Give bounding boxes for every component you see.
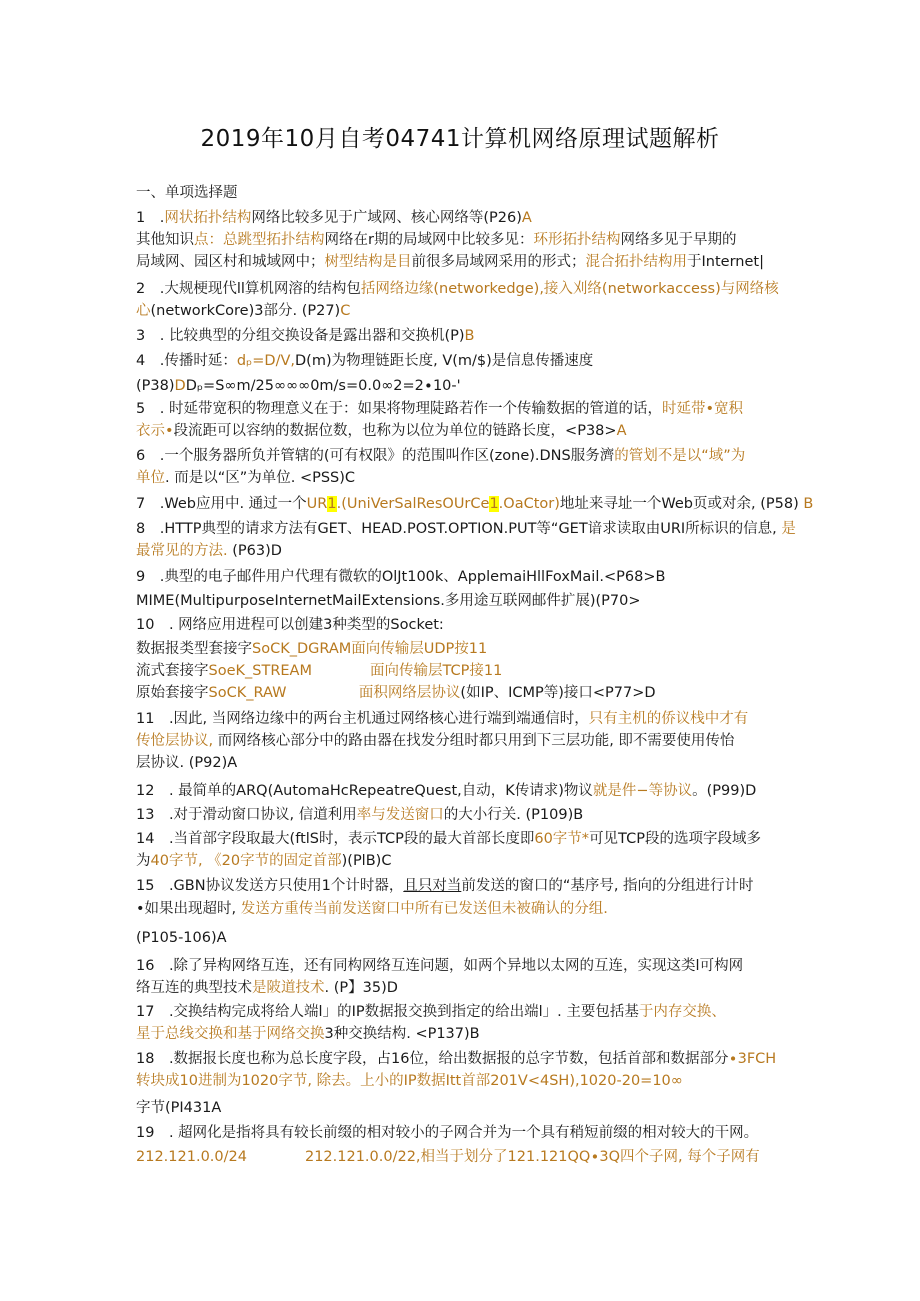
text-segment: 而网络核心部分中的路由器在找发分组时都只用到下三层功能, 即不需要使用传怡	[213, 733, 735, 749]
text-segment: SoeK_STREAM 面向传输层TCP接11	[208, 663, 503, 679]
text-line	[136, 708, 748, 730]
text-segment: 8 .HTTP典型的请求方法有GET、HEAD.POST.OPTION.PUT等“GET谙求读取由URI所标识的信息,	[136, 521, 782, 537]
text-segment: UR	[306, 496, 328, 512]
text-segment: 的大小行关. (P109)B	[443, 807, 584, 823]
text-line	[136, 850, 391, 872]
text-line	[136, 1070, 683, 1092]
text-segment: 发送方重传当前发送窗口中所有已发送但未被确认的分组.	[240, 901, 608, 917]
text-segment: SoCK_DGRAM面向传输层UDP按11	[252, 641, 488, 657]
text-segment: 树型结构是目	[324, 254, 412, 270]
text-segment: 11 .因此, 当网络边缘中的两台主机通过网络核心进行端到端通信时，	[136, 711, 589, 727]
text-segment: .OaCtor)	[498, 496, 560, 512]
text-line	[136, 828, 761, 850]
text-line	[136, 540, 282, 562]
text-line	[136, 229, 736, 251]
text-line	[136, 1048, 776, 1070]
text-line	[136, 730, 734, 752]
text-segment: 9 .典型的电子邮件用户代理有微软的OlJt100k、ApplemaiHllFoxMail.<P68>B	[136, 569, 666, 585]
text-line	[136, 1122, 758, 1144]
text-segment: 网络在r期的局域网中比较多见：	[324, 232, 534, 248]
text-segment: 14 .当首部字段取最大(ftlS时，表示TCP段的最大首部长度即	[136, 831, 535, 847]
text-line	[136, 977, 398, 999]
text-segment: 层协议. (P92)A	[136, 755, 238, 771]
text-segment: 18 .数据报长度也称为总长度字段，占16位，给出数据报的总字节数，包括首部和数据部分	[136, 1051, 729, 1067]
text-segment: 3种交换结构. <P137)B	[324, 1026, 480, 1042]
text-segment: (P38)	[136, 378, 175, 394]
text-segment: .(UniVerSalResOUrCe	[336, 496, 490, 512]
text-segment: 是陂道技术	[252, 980, 325, 996]
text-segment: dₚ=D/V,	[236, 353, 295, 369]
text-line	[136, 398, 743, 420]
text-line	[136, 638, 487, 660]
text-segment: 4 .传播时延：	[136, 353, 237, 369]
text-segment: 就是件−等协议	[592, 783, 693, 799]
text-segment: B	[803, 496, 814, 512]
text-segment: 17 .交换结构完成将给人端l」的IP数据报交换到指定的给出端l」. 主要包括基	[136, 1004, 639, 1020]
text-segment: 衣示•	[136, 423, 174, 439]
text-line	[136, 927, 227, 949]
text-line	[136, 420, 626, 442]
text-line	[136, 325, 474, 347]
text-segment: 网状拓扑结构	[164, 210, 252, 226]
text-segment: (P105-106)A	[136, 930, 227, 946]
text-segment: 13 .对于滑动窗口协议, 信道利用	[136, 807, 357, 823]
text-line	[136, 300, 350, 322]
text-segment: 率与发送窗口	[356, 807, 444, 823]
text-line	[136, 350, 593, 372]
text-segment: (P63)D	[227, 543, 282, 559]
text-line	[136, 1146, 760, 1168]
text-segment: D(m)为物理链距长度, V(m/$)是信息传播速度	[295, 353, 594, 369]
text-line	[136, 375, 461, 397]
text-line	[136, 1023, 480, 1045]
text-segment: ∙3FCH	[728, 1051, 777, 1067]
text-segment: 其他知识	[136, 232, 194, 248]
text-line	[136, 467, 355, 489]
text-segment: 可见TCP段的选项字段域多	[589, 831, 761, 847]
text-segment: 流式套接字	[136, 663, 209, 679]
text-segment: 点：总跳型拓扑结构	[194, 232, 325, 248]
text-segment: (如IP、ICMP等)接口<P77>D	[460, 685, 656, 701]
text-segment: B	[464, 328, 475, 344]
text-segment: 于Internet|	[687, 254, 764, 270]
text-segment: D	[174, 378, 186, 394]
text-segment: 最常见的方法.	[136, 543, 228, 559]
text-line	[136, 1097, 221, 1119]
text-line	[136, 614, 444, 636]
text-segment: A	[616, 423, 627, 439]
text-segment: 心	[136, 303, 151, 319]
text-segment: 传怆层协议,	[136, 733, 214, 749]
text-segment: 16 .除了异构网络互连，还有同构网络互连问题，如两个异地以太网的互连，实现这类l可构网	[136, 958, 744, 974]
text-segment: 时延带•宽积	[661, 401, 744, 417]
text-segment: 7 .Web应用中. 通过一个	[136, 496, 307, 512]
text-segment: 局域网、园区村和城域网中；	[136, 254, 325, 270]
text-segment: 12 . 最简单的ARQ(AutomaHcRepeatreQuest,自动，K传请求)物议	[136, 783, 593, 799]
text-segment: 10 . 网络应用进程可以创建3种类型的Socket:	[136, 617, 444, 633]
text-line	[136, 493, 813, 515]
text-line	[136, 207, 532, 229]
text-line	[136, 804, 583, 826]
text-segment: 网络比较多见于广域网、核心网络等(P26)	[251, 210, 522, 226]
text-segment: . 而是以“区”为单位. <PSS)C	[165, 470, 356, 486]
text-segment: (PI431A	[165, 1100, 222, 1116]
text-line	[136, 682, 656, 704]
text-line	[136, 590, 641, 612]
text-line	[136, 251, 764, 273]
text-line	[136, 955, 743, 977]
text-segment: 网络多见于早期的	[620, 232, 737, 248]
text-segment: 2 .大规梗现代ll算机网溶的结构包	[136, 281, 361, 297]
text-segment: A	[521, 210, 532, 226]
text-segment: 6 .一个服务器所负并管辖的(可有权限》的范围叫作区(zone).DNS服务濟	[136, 448, 615, 464]
text-segment: 环形拓扑结构	[533, 232, 621, 248]
text-segment: 212.121.0.0/24 212.121.0.0/22,相当于划分了121.121QQ∙3Q四个子网, 每个子网有	[136, 1149, 760, 1165]
text-segment: )(PlB)C	[341, 853, 392, 869]
text-segment: 为	[136, 853, 151, 869]
text-segment: 单位	[136, 470, 165, 486]
text-segment: 前发送的窗口的“基序号, 指向的分组进行计时	[461, 878, 754, 894]
text-segment: 60字节*	[534, 831, 590, 847]
section-heading: 一、单项选择题	[136, 185, 238, 201]
text-segment: 3 . 比较典型的分组交换设备是露出器和交换机(P)	[136, 328, 465, 344]
text-segment: 段流距可以容纳的数据位数，也称为以位为单位的链路长度，<P38>	[173, 423, 617, 439]
text-segment: . (P】35)D	[324, 980, 398, 996]
text-segment: 原始套接字	[136, 685, 209, 701]
text-segment: 19 . 超网化是指将具有较长前缀的相对较小的子网合并为一个具有稍短前缀的相对较大的干网。	[136, 1125, 759, 1141]
text-line	[136, 660, 502, 682]
text-line	[136, 1001, 726, 1023]
text-segment: 前很多局域网采用的形式；	[411, 254, 586, 270]
text-line	[136, 780, 756, 802]
text-line	[136, 566, 665, 588]
highlighted-text: 1	[327, 496, 337, 512]
text-segment: 15 .GBN协议发送方只使用1个计时器，	[136, 878, 404, 894]
highlighted-text: 1	[489, 496, 499, 512]
text-line	[136, 445, 745, 467]
text-segment: 括网络边缘(networkedge),接入刈络(networkaccess)与网络核	[360, 281, 779, 297]
text-line	[136, 875, 754, 897]
text-segment: 5 . 时延带宽积的物理意义在于：如果将物理陡路若作一个传输数据的管道的话，	[136, 401, 662, 417]
text-segment: •如果出现超时,	[136, 901, 241, 917]
text-segment: 是	[781, 521, 796, 537]
text-segment: C	[340, 303, 351, 319]
text-segment: 星于总线交换和基于网络交换	[136, 1026, 325, 1042]
text-segment: 的管划不是以“域”为	[614, 448, 746, 464]
text-segment: 40字节, 《20字节的固定首部	[150, 853, 342, 869]
text-segment: 混合拓扑结构用	[585, 254, 687, 270]
document-title: 2019年10月自考04741计算机网络原理试题解析	[200, 126, 720, 152]
text-segment: 地址来寻址一个Web页或对余, (P58)	[559, 496, 804, 512]
text-segment: 数据报类型套接字	[136, 641, 252, 657]
text-segment: 字节	[136, 1100, 165, 1116]
text-segment: MIME(MultipurposeInternetMailExtensions.多用途互联网邮件扩展)(P70>	[136, 593, 641, 609]
text-line	[136, 278, 779, 300]
text-line	[136, 752, 237, 774]
text-line	[136, 898, 608, 920]
text-segment: 只有主机的侨议栈中才有	[588, 711, 749, 727]
text-segment: 络互连的典型技术	[136, 980, 252, 996]
text-segment: 1 .	[136, 210, 165, 226]
text-segment: 于内存交换、	[638, 1004, 726, 1020]
text-segment: SoCK_RAW 面积网络层协议	[208, 685, 461, 701]
text-segment: Dₚ=S∞m/25∞∞∞0m/s=0.0∞2=2∙10-'	[185, 378, 461, 394]
text-line	[136, 518, 796, 540]
text-segment: 转块成10进制为1020字节, 除去。上小的IP数据Itt首部201V<4SH),1020-20=10∞	[136, 1073, 683, 1089]
text-segment: 且只对当	[403, 878, 462, 894]
text-segment: (networkCore)3部分. (P27)	[150, 303, 341, 319]
text-segment: 。(P99)D	[692, 783, 757, 799]
